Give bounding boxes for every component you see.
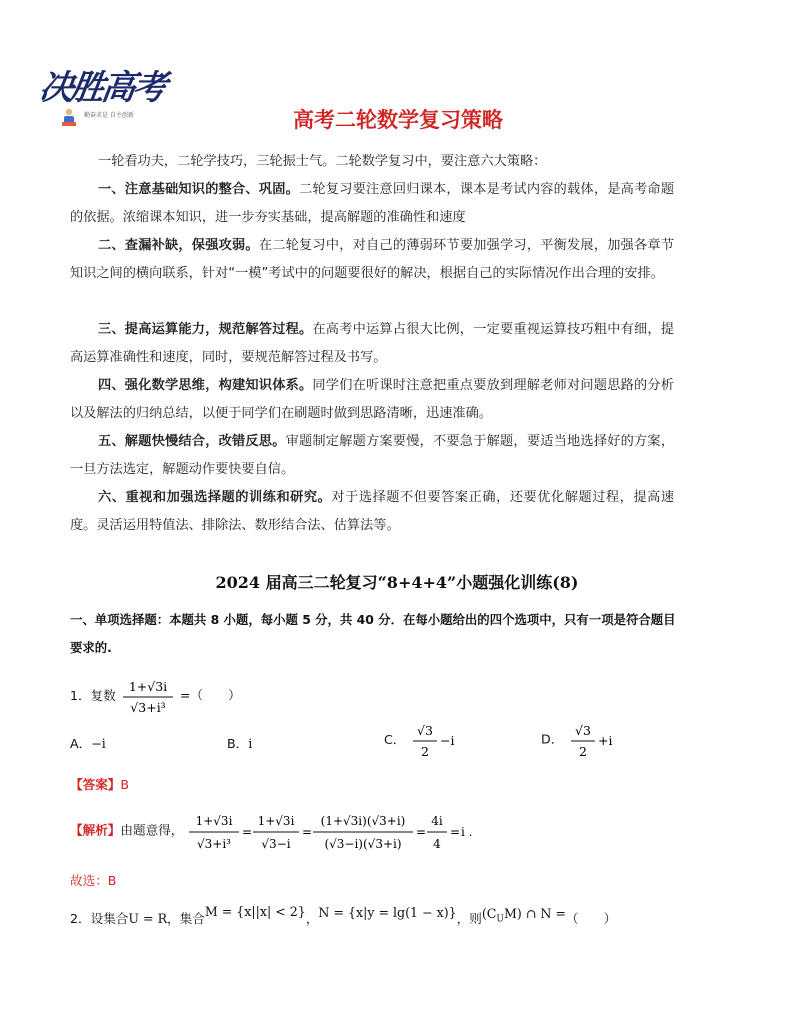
- svg-text:=: =: [242, 825, 253, 839]
- q1-option-c-tail: −i: [440, 733, 455, 748]
- q1-step3-den: (√3−i)(√3+i): [324, 837, 402, 851]
- q1-prefix: 1．复数: [70, 687, 116, 703]
- strategy-6-lead: 六、重视和加强选择题的训练和研究。: [98, 490, 332, 505]
- q2-expr-rest: M) ∩ N =: [503, 906, 566, 921]
- strategy-5-lead: 五、解题快慢结合，改错反思。: [98, 434, 286, 449]
- q2-m-def: M = {x||x| < 2}: [204, 904, 306, 919]
- question-1: [70, 676, 241, 716]
- strategy-intro-text: 一轮看功夫，二轮学技巧，三轮振士气。二轮数学复习中，要注意六大策略：: [98, 154, 547, 169]
- q1-option-b-label: B．: [227, 736, 249, 751]
- q1-option-a: [70, 733, 106, 752]
- logo-slogan: 勤奋求是 自主创新: [84, 112, 134, 119]
- q1-fraction: [120, 676, 176, 716]
- q1-option-d: [541, 720, 625, 760]
- strategy-6-body: 对于选择题不但要答案正确，还要优化解题过程，提高速度。灵活运用特值法、排除法、数形结合法、估算法等。: [70, 490, 675, 533]
- q1-step3-num: (1+√3i)(√3+i): [321, 814, 406, 828]
- q2-prefix: 2．设集合: [70, 911, 129, 926]
- strategy-3-lead: 三、提高运算能力，规范解答过程。: [98, 322, 313, 337]
- q2-n-def: N = {x|y = lg(1 − x)}: [318, 905, 457, 920]
- q1-step2-num: 1+√3i: [257, 814, 295, 828]
- q1-analysis-label: 【解析】: [70, 822, 121, 838]
- strategy-6: [70, 484, 674, 540]
- q1-option-a-text: −i: [91, 736, 106, 751]
- strategy-1-body: 二轮复习要注意回归课本，课本是考试内容的载体，是高考命题的依据。浓缩课本知识，进一步夯实基础，提高解题的准确性和速度: [70, 182, 675, 225]
- q1-option-d-num: √3: [575, 723, 592, 738]
- strategy-4-lead: 四、强化数学思维，构建知识体系。: [98, 378, 313, 393]
- q1-option-d-fraction: [567, 720, 625, 760]
- svg-text:=: =: [450, 825, 461, 839]
- strategy-3: [70, 316, 674, 372]
- q1-option-b-text: i: [248, 736, 253, 751]
- strategy-1: [70, 176, 674, 232]
- strategy-5-body: 审题制定解题方案要慢，不要急于解题，要适当地选择好的方案，一旦方法选定，解题动作要快要自信。: [70, 434, 675, 477]
- q2-sep: ，: [305, 911, 319, 926]
- q2-expr-head: (C: [481, 906, 497, 921]
- q1-step1-num: 1+√3i: [195, 814, 233, 828]
- q2-u-def: U = R: [128, 911, 168, 926]
- q1-option-c-den: 2: [421, 744, 430, 759]
- q1-fraction-den: √3+i³: [130, 700, 166, 715]
- q1-conclusion: 故选：B: [70, 873, 117, 888]
- strategy-5: [70, 428, 674, 484]
- q1-answer: [70, 774, 129, 793]
- q1-option-a-label: A．: [70, 736, 92, 751]
- strategy-intro: [70, 148, 674, 176]
- strategy-3-body: 在高考中运算占很大比例，一定要重视运算技巧粗中有细，提高运算准确性和速度，同时，要规范解答过程及书写。: [70, 322, 674, 365]
- strategy-4: [70, 372, 674, 428]
- q2-paren: （ ）: [565, 911, 617, 926]
- question-intro: 一、单项选择题：本题共 8 小题，每小题 5 分，共 40 分．在每小题给出的四个选项中，只有一项是符合题目要求的.: [70, 612, 676, 655]
- q1-suffix: =（ ）: [179, 687, 241, 703]
- q2-expr: [481, 906, 566, 925]
- q1-analysis-equation: [187, 808, 487, 854]
- page-title: [0, 104, 744, 134]
- svg-text:=: =: [416, 825, 427, 839]
- strategy-2-body: 在二轮复习中，对自己的薄弱环节要加强学习，平衡发展，加强各章节知识之间的横向联系，针对“一模”考试中的问题要很好的解决，根据自己的实际情况作出合理的安排。: [70, 238, 675, 281]
- q1-option-c-fraction: [409, 720, 467, 760]
- section-title: 2024 届高三二轮复习“8+4+4”小题强化训练(8): [215, 573, 579, 592]
- q2-expr-sub: U: [496, 914, 504, 925]
- q1-step4-den: 4: [433, 837, 442, 851]
- strategy-2-lead: 二、查漏补缺，保强攻弱。: [98, 238, 259, 253]
- q1-analysis: [70, 808, 487, 854]
- q1-step4-num: 4i: [431, 814, 444, 828]
- q1-option-b: [227, 733, 252, 752]
- question-2: [70, 904, 617, 930]
- q1-analysis-result: i .: [461, 825, 473, 839]
- q1-option-d-den: 2: [579, 744, 588, 759]
- strategy-2: [70, 232, 674, 288]
- page-title-text: 高考二轮数学复习策略: [293, 108, 503, 132]
- q1-option-c: [384, 720, 467, 760]
- strategy-4-body: 同学们在听课时注意把重点要放到理解老师对问题思路的分析以及解法的归纳总结，以便于同学们在刷题时做到思路清晰，迅速准确。: [70, 378, 674, 421]
- svg-text:=: =: [302, 825, 313, 839]
- q1-option-c-label: C．: [384, 731, 406, 747]
- strategy-1-lead: 一、注意基础知识的整合、巩固。: [98, 182, 300, 197]
- q2-mid: ，集合: [167, 911, 205, 926]
- q2-tail: ，则: [456, 911, 482, 926]
- q1-step1-den: √3+i³: [197, 837, 232, 851]
- q1-option-c-num: √3: [417, 723, 434, 738]
- q1-analysis-text: 由题意得，: [120, 822, 184, 838]
- q1-step2-den: √3−i: [261, 837, 291, 851]
- q1-answer-label: 【答案】: [70, 777, 121, 792]
- q1-answer-value: B: [120, 777, 130, 792]
- logo-text: 决胜高考: [36, 68, 167, 108]
- q1-option-d-tail: +i: [598, 733, 613, 748]
- q1-fraction-num: 1+√3i: [128, 679, 167, 694]
- q1-option-d-label: D．: [541, 731, 564, 747]
